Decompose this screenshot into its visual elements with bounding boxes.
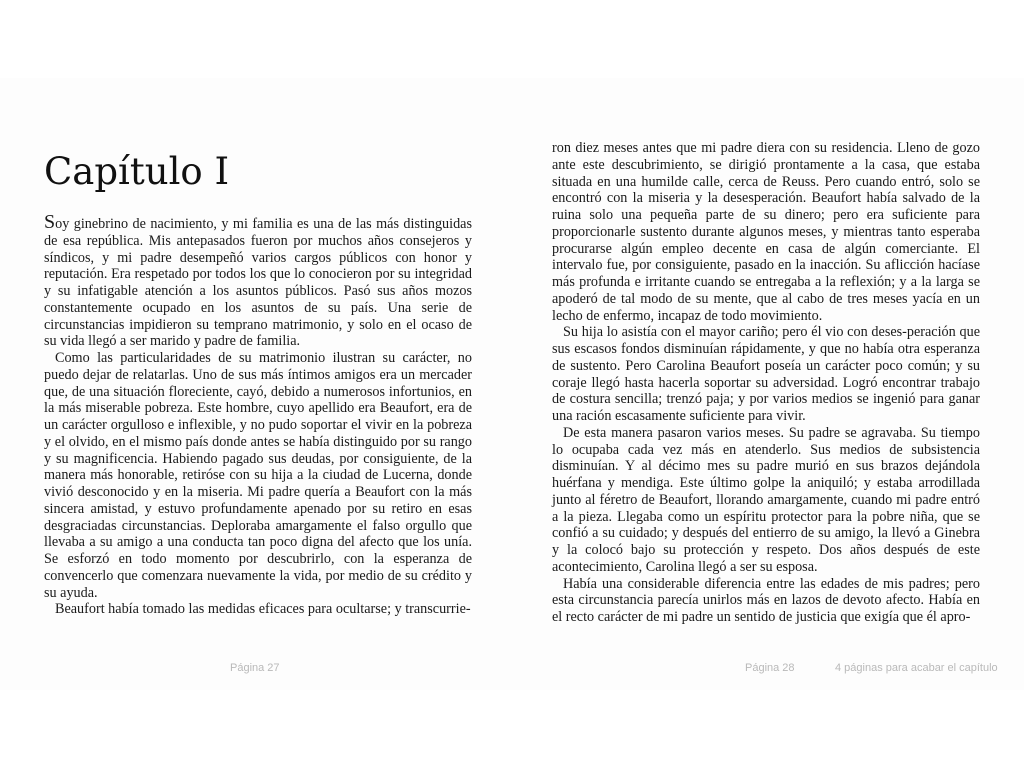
- book-spread: [0, 78, 1024, 690]
- page-number: Página 27: [230, 662, 280, 674]
- chapter-title: Capítulo I: [44, 150, 230, 193]
- left-page-text: [44, 211, 472, 618]
- paragraph: Beaufort había tomado las medidas eficaces para ocultarse; y transcurrie-: [55, 601, 471, 618]
- page-number: Página 28: [745, 662, 795, 674]
- right-page-text: [552, 140, 980, 626]
- paragraph: Había una considerable diferencia entre las edades de mis padres; pero esta circunstancia parecía unirlos más en lazos de devoto afecto. Había en el recto carácter de mi padre un sentido de justicia que exigía que él apro-: [552, 575, 980, 625]
- paragraph: De esta manera pasaron varios meses. Su padre se agravaba. Su tiempo lo ocupaba cada vez más en atenderlo. Sus medios de subsistencia disminuían. Y al décimo mes su padre murió en sus brazos dejándola huérfana y mendiga. Este último golpe la aniquiló; y estaba arrodillada junto al féretro de Beaufort, llorando amargamente, cuando mi padre entró a la pieza. Llegaba como un espíritu protector para la pobre niña, que se confió a su cuidado; y después del entierro de su amigo, la llevó a Ginebra y la colocó bajo su protección y respeto. Dos años después de este acontecimiento, Carolina llegó a ser su esposa.: [552, 424, 980, 575]
- pages-remaining-label: 4 páginas para acabar el capítulo: [835, 662, 998, 674]
- paragraph: ron diez meses antes que mi padre diera con su residencia. Lleno de gozo ante este descubrimiento, se dirigió prontamente a la casa, que estaba situada en una humilde calle, cerca de Reuss. Pero cuando entró, solo se encontró con la miseria y la desesperación. Beaufort había salvado de la ruina solo una pequeña parte de su dinero; pero era suficiente para proporcionarle sustento durante algunos meses, y mientras tanto esperaba procurarse algún empleo decente en casa de algún comerciante. El intervalo fue, por consiguiente, pasado en la inacción. Su aflicción hacíase más profunda e irritante cuando se entregaba a la reflexión; y a la larga se apoderó de tal modo de su mente, que al cabo de tres meses yacía en un lecho de enfermo, incapaz de todo movimiento.: [552, 140, 980, 324]
- paragraph: [44, 211, 472, 350]
- paragraph: Como las particularidades de su matrimonio ilustran su carácter, no puedo dejar de relatarlas. Uno de sus más íntimos amigos era un mercader que, de una situación floreciente, cayó, debido a numerosos infortunios, en la más miserable pobreza. Este hombre, cuyo apellido era Beaufort, era de un carácter orgulloso e inflexible, y no pudo soportar el vivir en la pobreza y el olvido, en el mismo país donde antes se había distinguido por su rango y su magnificencia. Habiendo pagado sus deudas, por consiguiente, de la manera más honorable, retiróse con su hija a la ciudad de Lucerna, donde vivió desconocido y en la miseria. Mi padre quería a Beaufort con la más sincera amistad, y estuvo profundamente apenado por su retiro en esas desgraciadas circunstancias. Deploraba amargamente el falso orgullo que llevaba a su amigo a una conducta tan poco digna del afecto que los unía. Se esforzó en todo momento por descubrirlo, con la esperanza de convencerlo que comenzara nuevamente la vida, por medio de su crédito y su ayuda.: [44, 350, 472, 601]
- paragraph-text: oy ginebrino de nacimiento, y mi familia es una de las más distinguidas de esa república. Mis antepasados fueron por muchos años consejeros y síndicos, y mi padre desempeñó varios cargos públicos con honor y reputación. Era respetado por todos los que lo conocieron por su integridad y su infatigable atención a los asuntos públicos. Pasó sus años mozos constantemente ocupado en los asuntos de su país. Una serie de circunstancias impidieron su temprano matrimonio, y solo en el ocaso de su vida llegó a ser marido y padre de familia.: [44, 216, 472, 350]
- drop-cap: S: [44, 211, 56, 233]
- paragraph: Su hija lo asistía con el mayor cariño; pero él vio con deses-peración que sus escasos fondos disminuían rápidamente, y que no había otra esperanza de sustento. Pero Carolina Beaufort poseía un carácter poco común; y su coraje llegó hasta hacerla soportar su adversidad. Logró encontrar trabajo de costura sencilla; trenzó paja; y por varios medios se ingenió para ganar una ración escasamente suficiente para vivir.: [552, 324, 980, 424]
- right-page[interactable]: [512, 78, 1024, 690]
- left-page[interactable]: [0, 78, 512, 690]
